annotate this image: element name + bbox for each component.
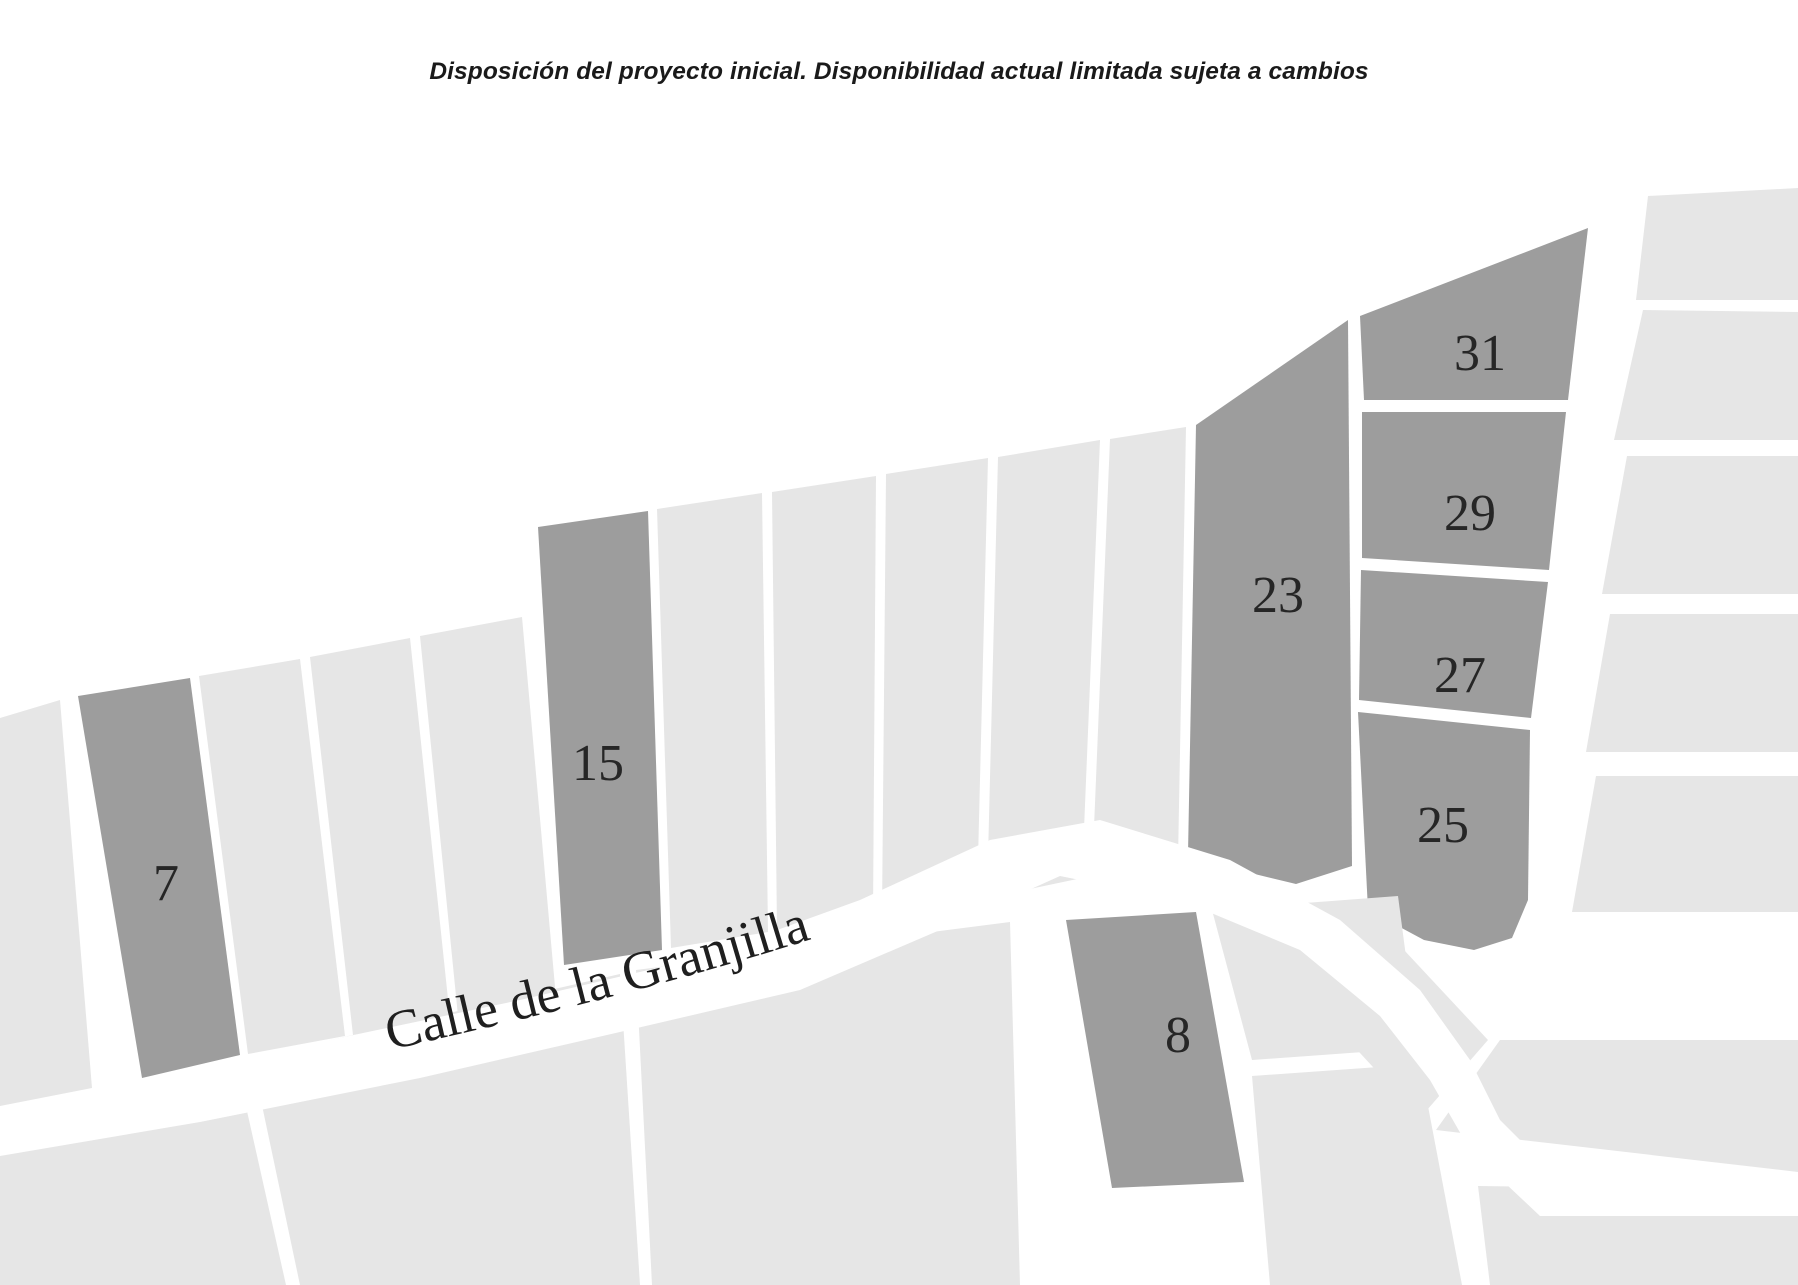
plot-parcel[interactable]	[1636, 188, 1798, 300]
plot-15-label: 15	[572, 734, 624, 792]
plot-parcel[interactable]	[772, 476, 876, 930]
plot-parcel[interactable]	[1092, 427, 1186, 876]
plot-parcel[interactable]	[1614, 310, 1798, 440]
plot-27-label: 27	[1434, 646, 1486, 704]
plot-8-label: 8	[1165, 1006, 1191, 1064]
page-caption: Disposición del proyecto inicial. Disponibilidad actual limitada sujeta a cambios	[429, 58, 1369, 85]
plot-8-shape[interactable]	[1066, 912, 1244, 1188]
plot-31-label: 31	[1454, 324, 1506, 382]
plot-parcel[interactable]	[1586, 614, 1798, 752]
plot-23-label: 23	[1252, 566, 1304, 624]
plot-parcel[interactable]	[1572, 776, 1798, 912]
plot-parcel[interactable]	[1602, 456, 1798, 594]
plot-29-label: 29	[1444, 484, 1496, 542]
street-name-label: Calle de la Granjilla	[379, 893, 816, 1062]
plot-parcel[interactable]	[0, 700, 92, 1106]
plot-parcel[interactable]	[882, 458, 988, 914]
plot-parcel[interactable]	[657, 493, 768, 948]
plot-7-label: 7	[153, 854, 179, 912]
plot-25-label: 25	[1417, 796, 1469, 854]
